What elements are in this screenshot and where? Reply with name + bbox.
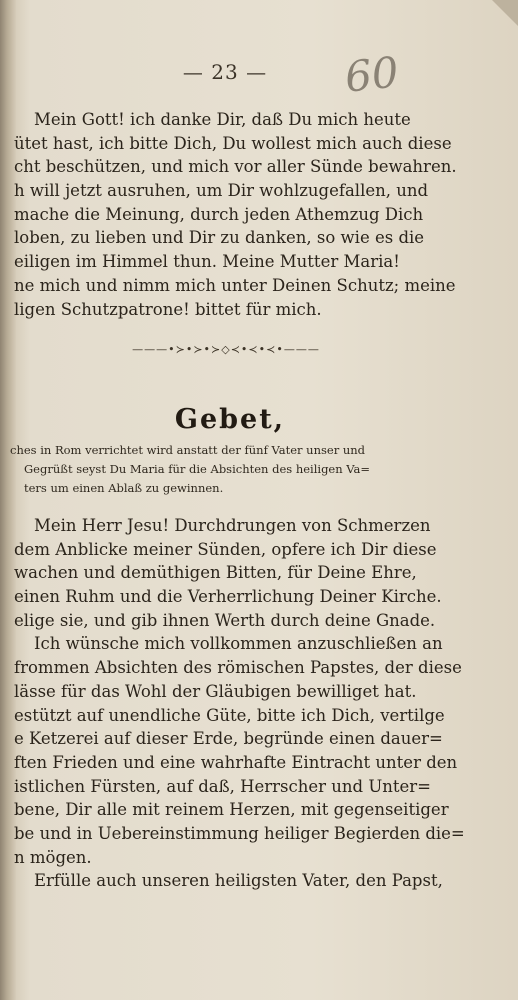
text-line: n mögen. xyxy=(14,847,92,867)
text-line: loben, zu lieben und Dir zu danken, so wie es die xyxy=(14,228,425,248)
section-subtitle xyxy=(10,441,476,498)
text-line: Mein Gott! ich danke Dir, daß Du mich heute xyxy=(34,110,411,129)
top-paragraph xyxy=(14,108,476,321)
text-line: lässe für das Wohl der Gläubigen bewilliget hat. xyxy=(14,681,417,701)
text-line: wachen und demüthigen Bitten, für Deine Ehre, xyxy=(14,563,417,583)
text-line: ften Frieden und eine wahrhafte Eintracht unter den xyxy=(14,752,458,772)
text-line: e Ketzerei auf dieser Erde, begründe einen dauer= xyxy=(14,729,443,749)
text-line: Mein Herr Jesu! Durchdrungen von Schmerzen xyxy=(34,516,431,535)
text-line: ne mich und nimm mich unter Deinen Schutz; meine xyxy=(14,275,456,295)
text-line: frommen Absichten des römischen Papstes, der diese xyxy=(14,658,462,678)
text-line: ligen Schutzpatrone! bittet für mich. xyxy=(14,299,322,319)
text-line: einen Ruhm und die Verherrlichung Deiner Kirche. xyxy=(14,587,442,607)
text-line: Erfülle auch unseren heiligsten Vater, den Papst, xyxy=(34,871,443,891)
text-line: estützt auf unendliche Güte, bitte ich Dich, vertilge xyxy=(14,705,445,725)
text-line: cht beschützen, und mich vor aller Sünde bewahren. xyxy=(14,157,457,177)
handwritten-page-number: 60 xyxy=(342,47,401,102)
text-line: bene, Dir alle mit reinem Herzen, mit gegenseitiger xyxy=(14,800,449,820)
page-header xyxy=(0,47,518,102)
page-number: — 23 — xyxy=(182,60,268,84)
subtitle-line: ters um einen Ablaß zu gewinnen. xyxy=(24,481,224,495)
text-line: Ich wünsche mich vollkommen anzuschließen an xyxy=(34,634,443,654)
text-line: elige sie, und gib ihnen Werth durch deine Gnade. xyxy=(14,610,436,630)
section-title: Gebet, xyxy=(174,404,286,435)
page-corner-fold xyxy=(492,0,518,26)
text-line: mache die Meinung, durch jeden Athemzug Dich xyxy=(14,204,424,224)
text-line: h will jetzt ausruhen, um Dir wohlzugefallen, und xyxy=(14,181,429,201)
subtitle-line: Gegrüßt seyst Du Maria für die Absichten des heiligen Va= xyxy=(24,462,371,476)
prayer-body xyxy=(14,514,476,893)
text-line: eiligen im Himmel thun. Meine Mutter Maria! xyxy=(14,252,400,272)
ornamental-divider: ———•≻•≻•≻◇≺•≺•≺•——— xyxy=(132,343,320,356)
subtitle-line: ches in Rom verrichtet wird anstatt der fünf Vater unser und xyxy=(10,443,366,457)
text-line: ütet hast, ich bitte Dich, Du wollest mich auch diese xyxy=(14,133,452,153)
text-line: istlichen Fürsten, auf daß, Herrscher und Unter= xyxy=(14,776,431,796)
text-line: be und in Uebereinstimmung heiliger Begierden die= xyxy=(14,823,465,843)
text-line: dem Anblicke meiner Sünden, opfere ich Dir diese xyxy=(14,539,437,559)
